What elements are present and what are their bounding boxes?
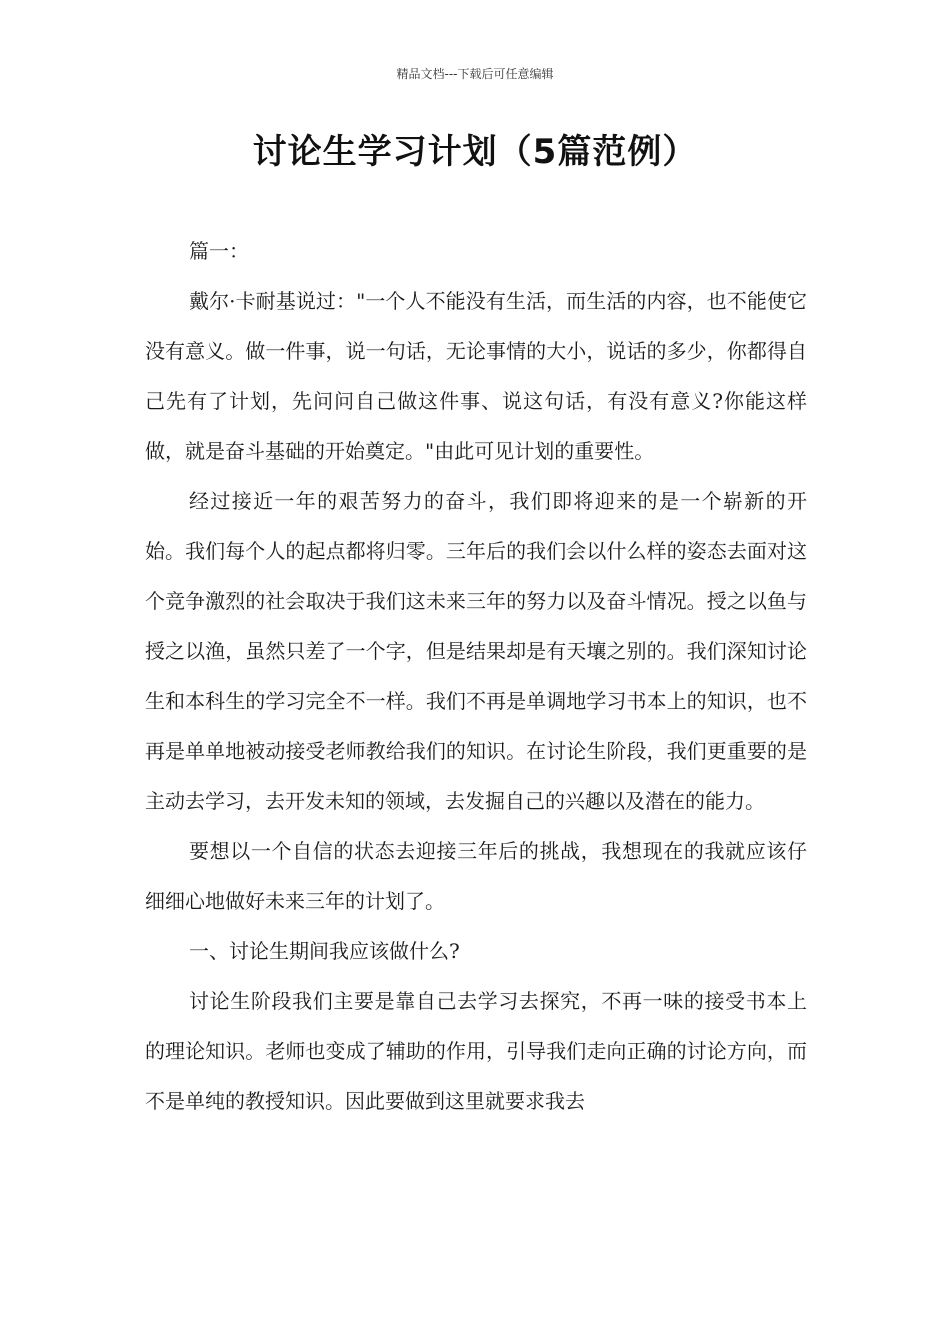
document-title: 讨论生学习计划（5篇范例） (252, 132, 698, 172)
body-paragraph: 经过接近一年的艰苦努力的奋斗，我们即将迎来的是一个崭新的开始。我们每个人的起点都将归零。三年后的我们会以什么样的姿态去面对这个竞争激烈的社会取决于我们这未来三年的努力以及奋斗情况。授之以鱼与授之以渔，虽然只差了一个字，但是结果却是有天壤之别的。我们深知讨论生和本科生的学习完全不一样。我们不再是单调地学习书本上的知识，也不再是单单地被动接受老师教给我们的知识。在讨论生阶段，我们更重要的是主动去学习，去开发未知的领域，去发掘自己的兴趣以及潜在的能力。 (145, 489, 807, 813)
document-body (145, 226, 807, 1126)
body-paragraph: 讨论生阶段我们主要是靠自己去学习去探究，不再一味的接受书本上的理论知识。老师也变成了辅助的作用，引导我们走向正确的讨论方向，而不是单纯的教授知识。因此要做到这里就要求我去 (145, 989, 807, 1113)
section-heading: 一、讨论生期间我应该做什么? (189, 939, 460, 963)
header-note: 精品文档---下载后可任意编辑 (396, 67, 554, 81)
section-heading: 篇一： (189, 239, 249, 263)
body-paragraph: 要想以一个自信的状态去迎接三年后的挑战，我想现在的我就应该仔细细心地做好未来三年的计划了。 (145, 839, 807, 913)
body-paragraph: 戴尔·卡耐基说过："一个人不能没有生活，而生活的内容，也不能使它没有意义。做一件事，说一句话，无论事情的大小，说话的多少，你都得自己先有了计划，先问问自己做这件事、说这句话，有没有意义?你能这样做，就是奋斗基础的开始奠定。"由此可见计划的重要性。 (145, 289, 807, 463)
